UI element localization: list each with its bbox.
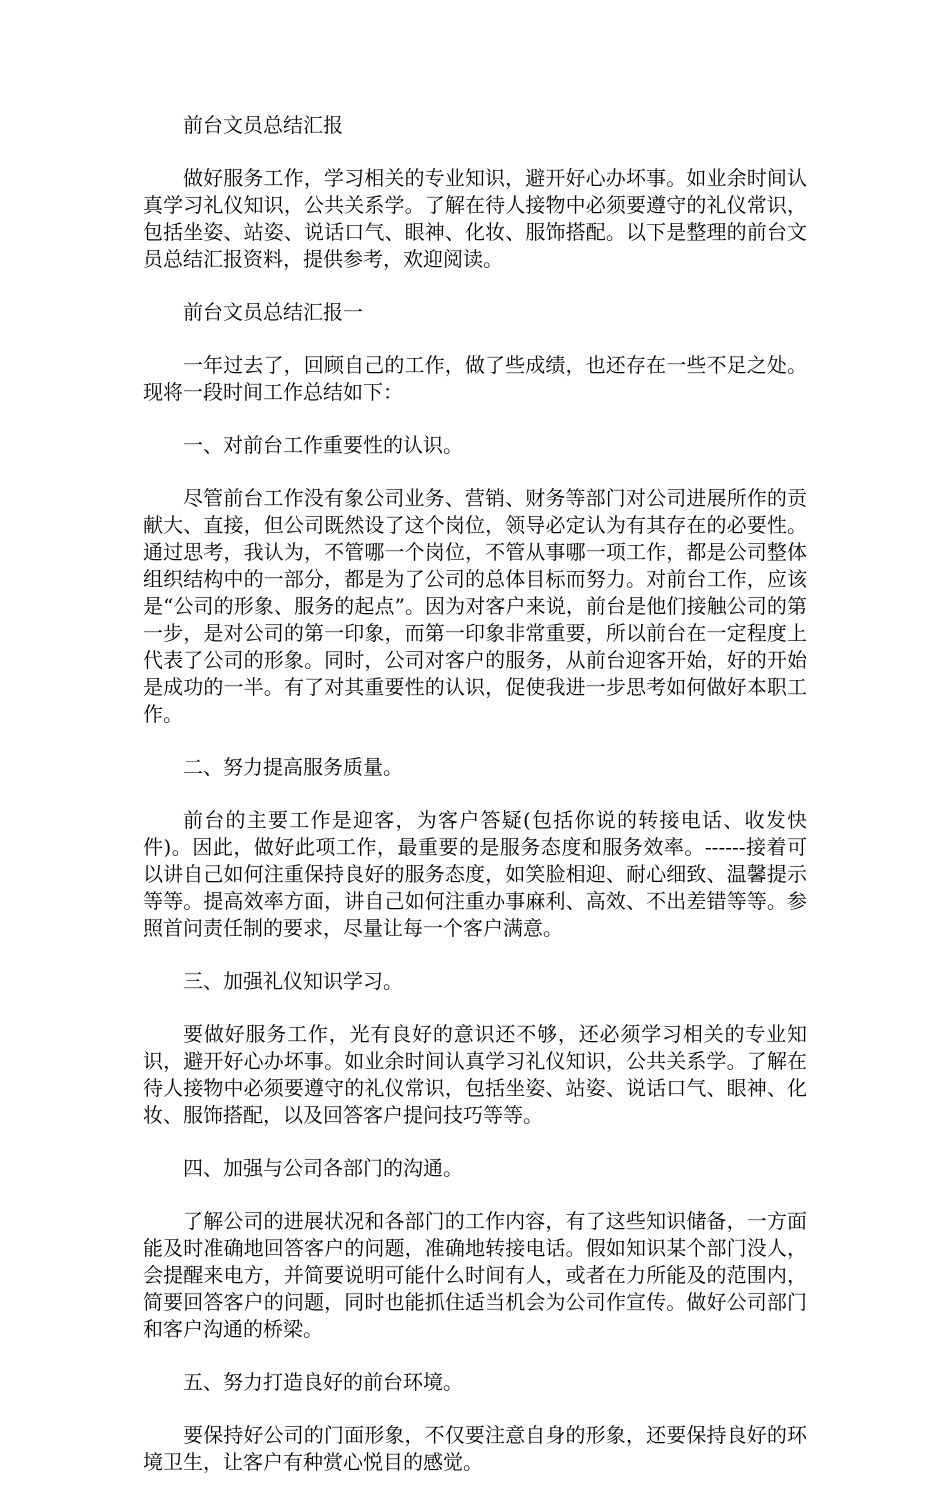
- document-subtitle: 前台文员总结汇报一: [183, 300, 363, 324]
- document-title: 前台文员总结汇报: [183, 113, 343, 137]
- opening-paragraph: 一年过去了，回顾自己的工作，做了些成绩，也还存在一些不足之处。现将一段时间工作总结如下：: [143, 353, 807, 404]
- section-body: 要保持好公司的门面形象，不仅要注意自身的形象，还要保持良好的环境卫生，让客户有种赏心悦目的感觉。: [143, 1423, 807, 1474]
- section-heading: 三、加强礼仪知识学习。: [183, 969, 403, 993]
- section-body: 要做好服务工作，光有良好的意识还不够，还必须学习相关的专业知识，避开好心办坏事。如业余时间认真学习礼仪知识，公共关系学。了解在待人接物中必须要遵守的礼仪常识，包括坐姿、站姿、说话口气、眼神、化妆、服饰搭配，以及回答客户提问技巧等等。: [143, 1022, 807, 1127]
- section-heading: 二、努力提高服务质量。: [183, 755, 403, 779]
- section-body: 前台的主要工作是迎客，为客户答疑(包括你说的转接电话、收发快件)。因此，做好此项工作，最重要的是服务态度和服务效率。------接着可以讲自己如何注重保持良好的服务态度，如笑脸相迎、耐心细致、温馨提示等等。提高效率方面，讲自己如何注重办事麻利、高效、不出差错等等。参照首问责任制的要求，尽量让每一个客户满意。: [143, 808, 807, 940]
- section-body: 尽管前台工作没有象公司业务、营销、财务等部门对公司进展所作的贡献大、直接，但公司既然设了这个岗位，领导必定认为有其存在的必要性。通过思考，我认为，不管哪一个岗位，不管从事哪一项工作，都是公司整体组织结构中的一部分，都是为了公司的总体目标而努力。对前台工作，应该是“公司的形象、服务的起点”。因为对客户来说，前台是他们接触公司的第一步，是对公司的第一印象，而第一印象非常重要，所以前台在一定程度上代表了公司的形象。同时，公司对客户的服务，从前台迎客开始，好的开始是成功的一半。有了对其重要性的认识，促使我进一步思考如何做好本职工作。: [143, 486, 807, 726]
- section-heading: 五、努力打造良好的前台环境。: [183, 1370, 463, 1394]
- section-heading: 一、对前台工作重要性的认识。: [183, 433, 463, 457]
- section-body: 了解公司的进展状况和各部门的工作内容，有了这些知识储备，一方面能及时准确地回答客户的问题，准确地转接电话。假如知识某个部门没人，会提醒来电方，并简要说明可能什么时间有人，或者在力所能及的范围内，简要回答客户的问题，同时也能抓住适当机会为公司作宣传。做好公司部门和客户沟通的桥梁。: [143, 1209, 807, 1341]
- intro-paragraph: 做好服务工作，学习相关的专业知识，避开好心办坏事。如业余时间认真学习礼仪知识，公共关系学。了解在待人接物中必须要遵守的礼仪常识，包括坐姿、站姿、说话口气、眼神、化妆、服饰搭配。以下是整理的前台文员总结汇报资料，提供参考，欢迎阅读。: [143, 166, 807, 271]
- section-heading: 四、加强与公司各部门的沟通。: [183, 1156, 463, 1180]
- document-body: [143, 112, 807, 1502]
